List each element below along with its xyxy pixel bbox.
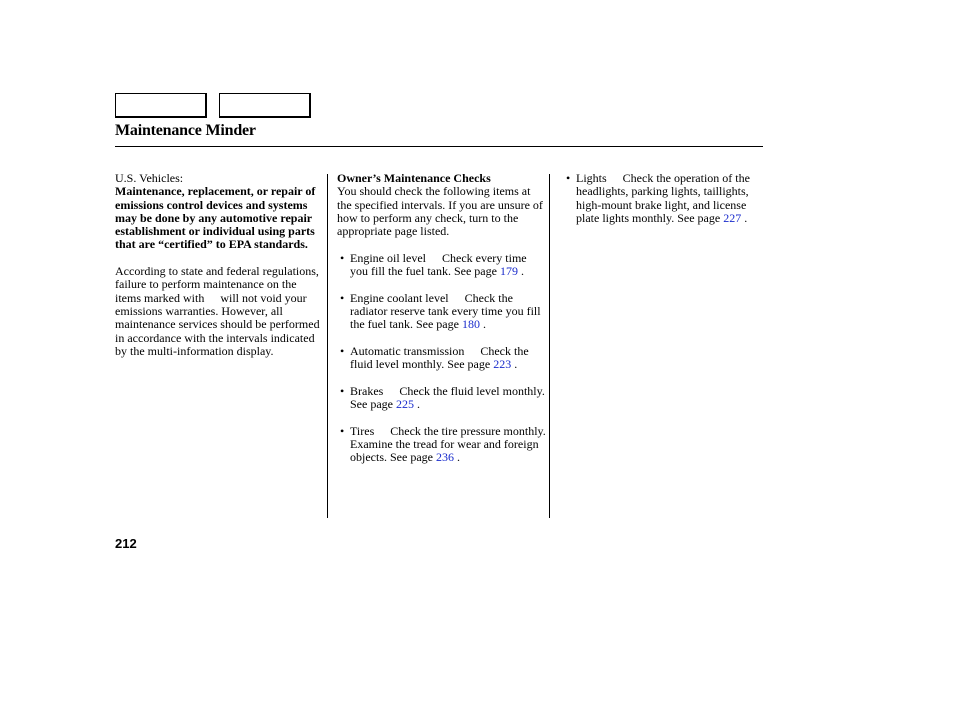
page-link[interactable]: 236 — [435, 450, 454, 465]
item-label: Automatic transmission — [350, 343, 465, 358]
item-text: Check the operation of the headlights, parking lights, taillights, high-mount brake light, and license plate lights monthly. See page — [576, 171, 750, 225]
column-divider — [327, 174, 328, 518]
column-left — [115, 172, 320, 358]
title-divider — [115, 146, 763, 147]
emissions-notice: Maintenance, replacement, or repair of emissions control devices and systems may be done by any automotive repair establishment or individual using parts that are “certified” to EPA standards. — [115, 184, 316, 252]
column-divider — [549, 174, 550, 518]
item-label: Engine coolant level — [350, 290, 449, 305]
us-vehicles-label: U.S. Vehicles: — [115, 171, 184, 185]
next-page-button[interactable] — [219, 93, 311, 118]
page-link[interactable]: 180 — [461, 317, 480, 332]
column-right — [563, 172, 763, 225]
page-link[interactable]: 227 — [723, 210, 742, 225]
item-text: Check the radiator reserve tank every time you fill the fuel tank. See page — [350, 290, 541, 332]
item-text: Check every time you fill the fuel tank. See page — [350, 250, 527, 279]
item-label: Tires — [350, 423, 375, 438]
list-item: • Brakes Check the fluid level monthly. See page 225 . — [340, 383, 545, 412]
list-item: • Engine coolant level Check the radiator reserve tank every time you fill the fuel tank. See page 180 . — [340, 290, 541, 332]
section-heading: Owner’s Maintenance Checks — [337, 171, 491, 185]
warranty-paragraph — [115, 265, 320, 358]
item-label: Lights — [576, 171, 607, 185]
item-text: Check the fluid level monthly. See page — [350, 343, 529, 372]
list-item: • Lights Check the operation of the headlights, parking lights, taillights, high-mount brake light, and license plate lights monthly. See page 227 . — [566, 171, 750, 225]
previous-page-button[interactable] — [115, 93, 207, 118]
list-item: • Tires Check the tire pressure monthly. Examine the tread for wear and foreign objects. See page 236 . — [340, 423, 546, 465]
item-text: Check the tire pressure monthly. Examine the tread for wear and foreign objects. See page — [350, 423, 546, 465]
item-label: Engine oil level — [350, 250, 426, 265]
page-link[interactable]: 225 — [395, 397, 414, 412]
warranty-text-b: will not void your emissions warranties. However, all maintenance services should be performed in accordance with the intervals indicated by the multi-information display. — [115, 290, 320, 358]
warranty-text-a: According to state and federal regulations, failure to perform maintenance on the items marked with — [115, 264, 319, 305]
page-link[interactable]: 223 — [493, 357, 512, 372]
column-middle — [337, 172, 547, 465]
item-label: Brakes — [350, 383, 384, 398]
page-title: Maintenance Minder — [115, 122, 256, 139]
page-number: 212 — [115, 536, 137, 551]
list-item: • Automatic transmission Check the fluid level monthly. See page 223 . — [340, 343, 529, 372]
item-text: Check the fluid level monthly. See page — [350, 383, 545, 412]
page-link[interactable]: 179 — [499, 264, 518, 279]
list-item: • Engine oil level Check every time you fill the fuel tank. See page 179 . — [340, 250, 527, 279]
section-intro: You should check the following items at the specified intervals. If you are unsure of how to perform any check, turn to the appropriate page listed. — [337, 184, 543, 239]
